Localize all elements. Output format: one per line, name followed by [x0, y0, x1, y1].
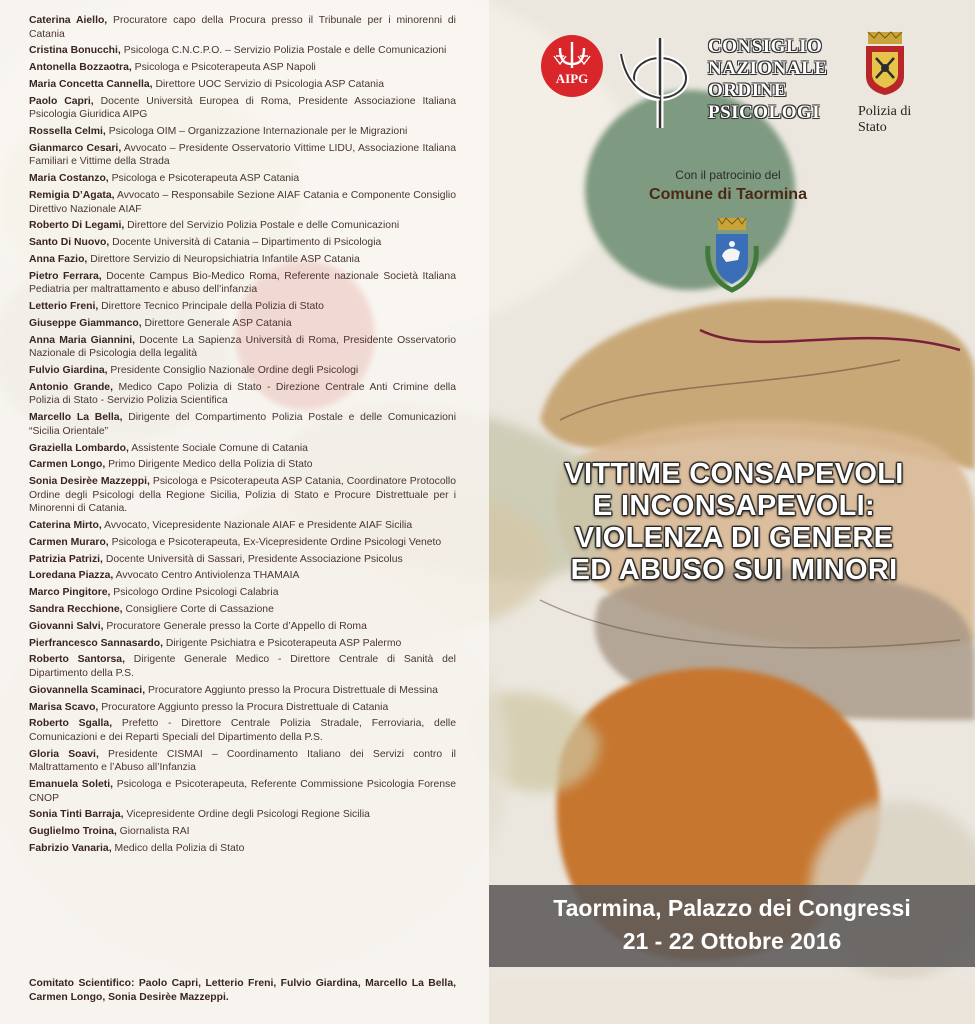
speaker-name: Sonia Desirèe Mazzeppi,	[29, 476, 150, 488]
speaker-name: Carmen Longo,	[29, 459, 106, 471]
speaker-entry	[29, 553, 456, 567]
speaker-entry	[29, 253, 456, 267]
speakers-list	[29, 14, 456, 859]
speaker-role: Prefetto - Direttore Centrale Polizia Stradale, Ferroviaria, delle Comunicazioni e dei Reparti Speciali del Dipartimento della P.S.	[29, 718, 456, 743]
speaker-name: Fabrizio Vanaria,	[29, 843, 112, 854]
speaker-entry	[29, 78, 456, 92]
speaker-role: Procuratore capo della Procura presso il Tribunale per i minorenni di Catania	[29, 15, 456, 40]
speaker-entry	[29, 317, 456, 331]
speaker-entry	[29, 61, 456, 75]
cnop-line: NAZIONALE	[708, 58, 828, 79]
speaker-name: Loredana Piazza,	[29, 570, 114, 582]
speaker-name: Pietro Ferrara,	[29, 270, 102, 282]
speaker-entry	[29, 381, 456, 408]
scientific-committee	[29, 977, 456, 1005]
speaker-entry	[29, 300, 456, 314]
speaker-entry	[29, 586, 456, 600]
speaker-role: Medico Capo Polizia di Stato - Direzione Centrale Anti Crimine della Polizia di Stato - Servizio Polizia Scientifica	[29, 381, 457, 407]
committee-members: Paolo Capri, Letterio Freni, Fulvio Giardina, Marcello La Bella, Carmen Longo, Sonia Desirèe Mazzeppi.	[29, 978, 456, 1003]
speaker-entry	[29, 189, 456, 216]
speaker-role: Vicepresidente Ordine degli Psicologi Regione Sicilia	[126, 809, 370, 821]
speaker-role: Presidente CISMAI – Coordinamento Italiano dei Servizi contro il Maltrattamento e l’Abuso all’Infanzia	[29, 748, 456, 774]
speaker-entry	[29, 442, 456, 456]
speaker-entry	[29, 620, 456, 634]
speaker-role: Direttore del Servizio Polizia Postale e delle Comunicazioni	[127, 220, 400, 232]
speaker-name: Maria Costanzo,	[29, 173, 109, 185]
speaker-entry	[29, 701, 456, 715]
speaker-name: Antonella Bozzaotra,	[29, 62, 132, 74]
speaker-entry	[29, 475, 456, 516]
patronage-label: Con il patrocinio del	[675, 168, 781, 182]
speaker-name: Antonio Grande,	[29, 381, 113, 393]
speaker-name: Letterio Freni,	[29, 301, 99, 313]
speaker-entry	[29, 569, 456, 583]
speaker-name: Roberto Sgalla,	[29, 718, 113, 730]
speaker-role: Direttore Servizio di Neuropsichiatria Infantile ASP Catania	[90, 253, 360, 265]
aipg-logo-text: AIPG	[555, 71, 589, 86]
speaker-name: Anna Fazio,	[29, 253, 88, 265]
event-date: 21 - 22 Ottobre 2016	[622, 928, 842, 954]
taormina-crest-icon	[704, 216, 760, 294]
speaker-role: Docente Università di Catania – Dipartimento di Psicologia	[112, 237, 382, 249]
speaker-name: Fulvio Giardina,	[29, 365, 108, 377]
speaker-role: Dirigente Psichiatra e Psicoterapeuta ASP Palermo	[165, 637, 402, 649]
speaker-entry	[29, 842, 456, 856]
speaker-name: Anna Maria Giannini,	[29, 334, 136, 346]
speaker-name: Roberto Di Legami,	[29, 220, 125, 232]
speaker-role: Avvocato – Presidente Osservatorio Vittime LIDU, Associazione Italiana Familiari e Vittime della Strada	[29, 142, 456, 168]
speaker-entry	[29, 519, 456, 533]
speaker-role: Presidente Consiglio Nazionale Ordine degli Psicologi	[110, 365, 359, 377]
polizia-label: Polizia di Stato	[858, 104, 912, 135]
speaker-entry	[29, 142, 456, 169]
speaker-role: Avvocato Centro Antiviolenza THAMAIA	[115, 570, 300, 582]
speaker-name: Giuseppe Giammanco,	[29, 317, 142, 329]
speaker-role: Assistente Sociale Comune di Catania	[131, 442, 308, 454]
speaker-role: Primo Dirigente Medico della Polizia di Stato	[108, 459, 313, 471]
speaker-entry	[29, 14, 456, 41]
speaker-name: Marcello La Bella,	[29, 412, 123, 424]
speaker-entry	[29, 603, 456, 617]
committee-label: Comitato Scientifico:	[29, 978, 135, 989]
speaker-role: Procuratore Aggiunto presso la Procura Distrettuale di Messina	[147, 684, 438, 696]
cnop-line: ORDINE	[708, 80, 788, 101]
speaker-name: Caterina Aiello,	[29, 15, 108, 26]
speaker-name: Marco Pingitore,	[29, 587, 111, 599]
speaker-entry	[29, 637, 456, 651]
speaker-name: Graziella Lombardo,	[29, 442, 129, 454]
speaker-entry	[29, 411, 456, 438]
speaker-name: Patrizia Patrizi,	[29, 553, 103, 565]
speaker-role: Dirigente del Compartimento Polizia Postale e delle Comunicazioni “Sicilia Orientale”	[29, 412, 457, 437]
speaker-role: Psicologa e Psicoterapeuta ASP Napoli	[134, 62, 316, 74]
speaker-entry	[29, 270, 456, 297]
speaker-name: Maria Concetta Cannella,	[29, 78, 153, 90]
speaker-name: Gloria Soavi,	[29, 748, 99, 760]
speaker-role: Avvocato – Responsabile Sezione AIAF Catania e Componente Consiglio Direttivo Nazionale AIAF	[29, 190, 456, 215]
speaker-entry	[29, 458, 456, 472]
speaker-entry	[29, 808, 456, 822]
speaker-role: Docente Campus Bio-Medico Roma, Referente nazionale Società Italiana Pediatria per maltrattamento e abuso dell’infanzia	[29, 270, 456, 296]
speaker-name: Rossella Celmi,	[29, 126, 106, 138]
speaker-role: Psicologa e Psicoterapeuta ASP Catania, Coordinatore Protocollo Ordine degli Psicologi della Regione Sicilia, Polizia di Stato e Procure Distrettuale per i Minorenni di Catania.	[29, 476, 457, 515]
speaker-name: Giovanni Salvi,	[29, 620, 104, 632]
speaker-role: Direttore Tecnico Principale della Polizia di Stato	[101, 301, 324, 313]
speaker-role: Psicologa C.N.C.P.O. – Servizio Polizia Postale e delle Comunicazioni	[123, 45, 447, 57]
title-line: ED ABUSO SUI MINORI	[570, 554, 898, 586]
speaker-role: Psicologa e Psicoterapeuta, Referente Commissione Psicologia Forense CNOP	[29, 779, 457, 804]
cnop-line: CONSIGLIO	[708, 36, 823, 57]
speaker-entry	[29, 536, 456, 550]
speaker-name: Guglielmo Troina,	[29, 826, 117, 838]
speaker-role: Psicologo Ordine Psicologi Calabria	[113, 587, 279, 599]
speaker-role: Psicologa OIM – Organizzazione Internazionale per le Migrazioni	[108, 126, 408, 138]
speaker-name: Sonia Tinti Barraja,	[29, 809, 124, 821]
speaker-role: Psicologa e Psicoterapeuta, Ex-Vicepresidente Ordine Psicologi Veneto	[111, 536, 442, 548]
speaker-role: Medico della Polizia di Stato	[114, 843, 245, 854]
speaker-role: Dirigente Generale Medico - Direttore Centrale di Sanità del Dipartimento della P.S.	[29, 654, 456, 679]
speaker-role: Direttore Generale ASP Catania	[144, 317, 292, 329]
speaker-name: Santo Di Nuovo,	[29, 237, 110, 249]
speaker-name: Pierfrancesco Sannasardo,	[29, 637, 163, 649]
speaker-entry	[29, 95, 456, 122]
title-line: VIOLENZA DI GENERE	[574, 522, 894, 554]
speaker-name: Paolo Capri,	[29, 95, 94, 107]
speaker-entry	[29, 125, 456, 139]
aipg-logo-icon	[540, 34, 604, 98]
title-line: E INCONSAPEVOLI:	[593, 490, 875, 522]
speaker-name: Sandra Recchione,	[29, 604, 123, 616]
speaker-name: Remigia D’Agata,	[29, 190, 115, 202]
cnop-psi-logo-icon	[615, 34, 705, 130]
speaker-entry	[29, 364, 456, 378]
cnop-line: PSICOLOGI	[708, 102, 821, 123]
patronage-name: Comune di Taormina	[649, 186, 807, 203]
speaker-name: Giovannella Scaminaci,	[29, 684, 146, 696]
venue-place: Taormina, Palazzo dei Congressi	[553, 895, 911, 921]
speaker-entry	[29, 684, 456, 698]
event-title	[530, 458, 938, 586]
speaker-entry	[29, 172, 456, 186]
polizia-emblem-icon	[862, 30, 908, 96]
speaker-name: Carmen Muraro,	[29, 536, 109, 548]
speaker-entry	[29, 334, 456, 361]
speaker-entry	[29, 236, 456, 250]
speaker-name: Roberto Santorsa,	[29, 654, 125, 666]
speaker-entry	[29, 778, 456, 805]
speaker-role: Docente La Sapienza Università di Roma, Presidente Osservatorio Nazionale di Psicologia della legalità	[29, 334, 457, 360]
speaker-entry	[29, 44, 456, 58]
speaker-role: Direttore UOC Servizio di Psicologia ASP Catania	[155, 78, 384, 90]
speaker-name: Emanuela Soleti,	[29, 779, 113, 791]
speaker-role: Procuratore Aggiunto presso la Procura Distrettuale di Catania	[101, 701, 389, 713]
speaker-entry	[29, 653, 456, 680]
speaker-entry	[29, 219, 456, 233]
cnop-name	[708, 36, 832, 124]
speaker-role: Procuratore Generale presso la Corte d’Appello di Roma	[106, 620, 367, 632]
speaker-role: Docente Università di Sassari, Presidente Associazione Psicolus	[105, 553, 403, 565]
speaker-entry	[29, 717, 456, 744]
speaker-role: Avvocato, Vicepresidente Nazionale AIAF e Presidente AIAF Sicilia	[104, 520, 413, 532]
speaker-name: Caterina Mirto,	[29, 520, 102, 532]
speaker-role: Psicologa e Psicoterapeuta ASP Catania	[111, 173, 300, 185]
speaker-entry	[29, 825, 456, 839]
title-line: VITTIME CONSAPEVOLI	[564, 458, 904, 490]
speaker-name: Cristina Bonucchi,	[29, 45, 121, 57]
speaker-name: Gianmarco Cesari,	[29, 142, 122, 154]
speaker-entry	[29, 748, 456, 775]
speaker-role: Docente Università Europea di Roma, Presidente Associazione Italiana Psicologia Giuridica AIPG	[29, 95, 456, 121]
speaker-name: Marisa Scavo,	[29, 701, 99, 713]
speaker-role: Giornalista RAI	[119, 826, 190, 838]
speaker-role: Consigliere Corte di Cassazione	[125, 604, 274, 616]
